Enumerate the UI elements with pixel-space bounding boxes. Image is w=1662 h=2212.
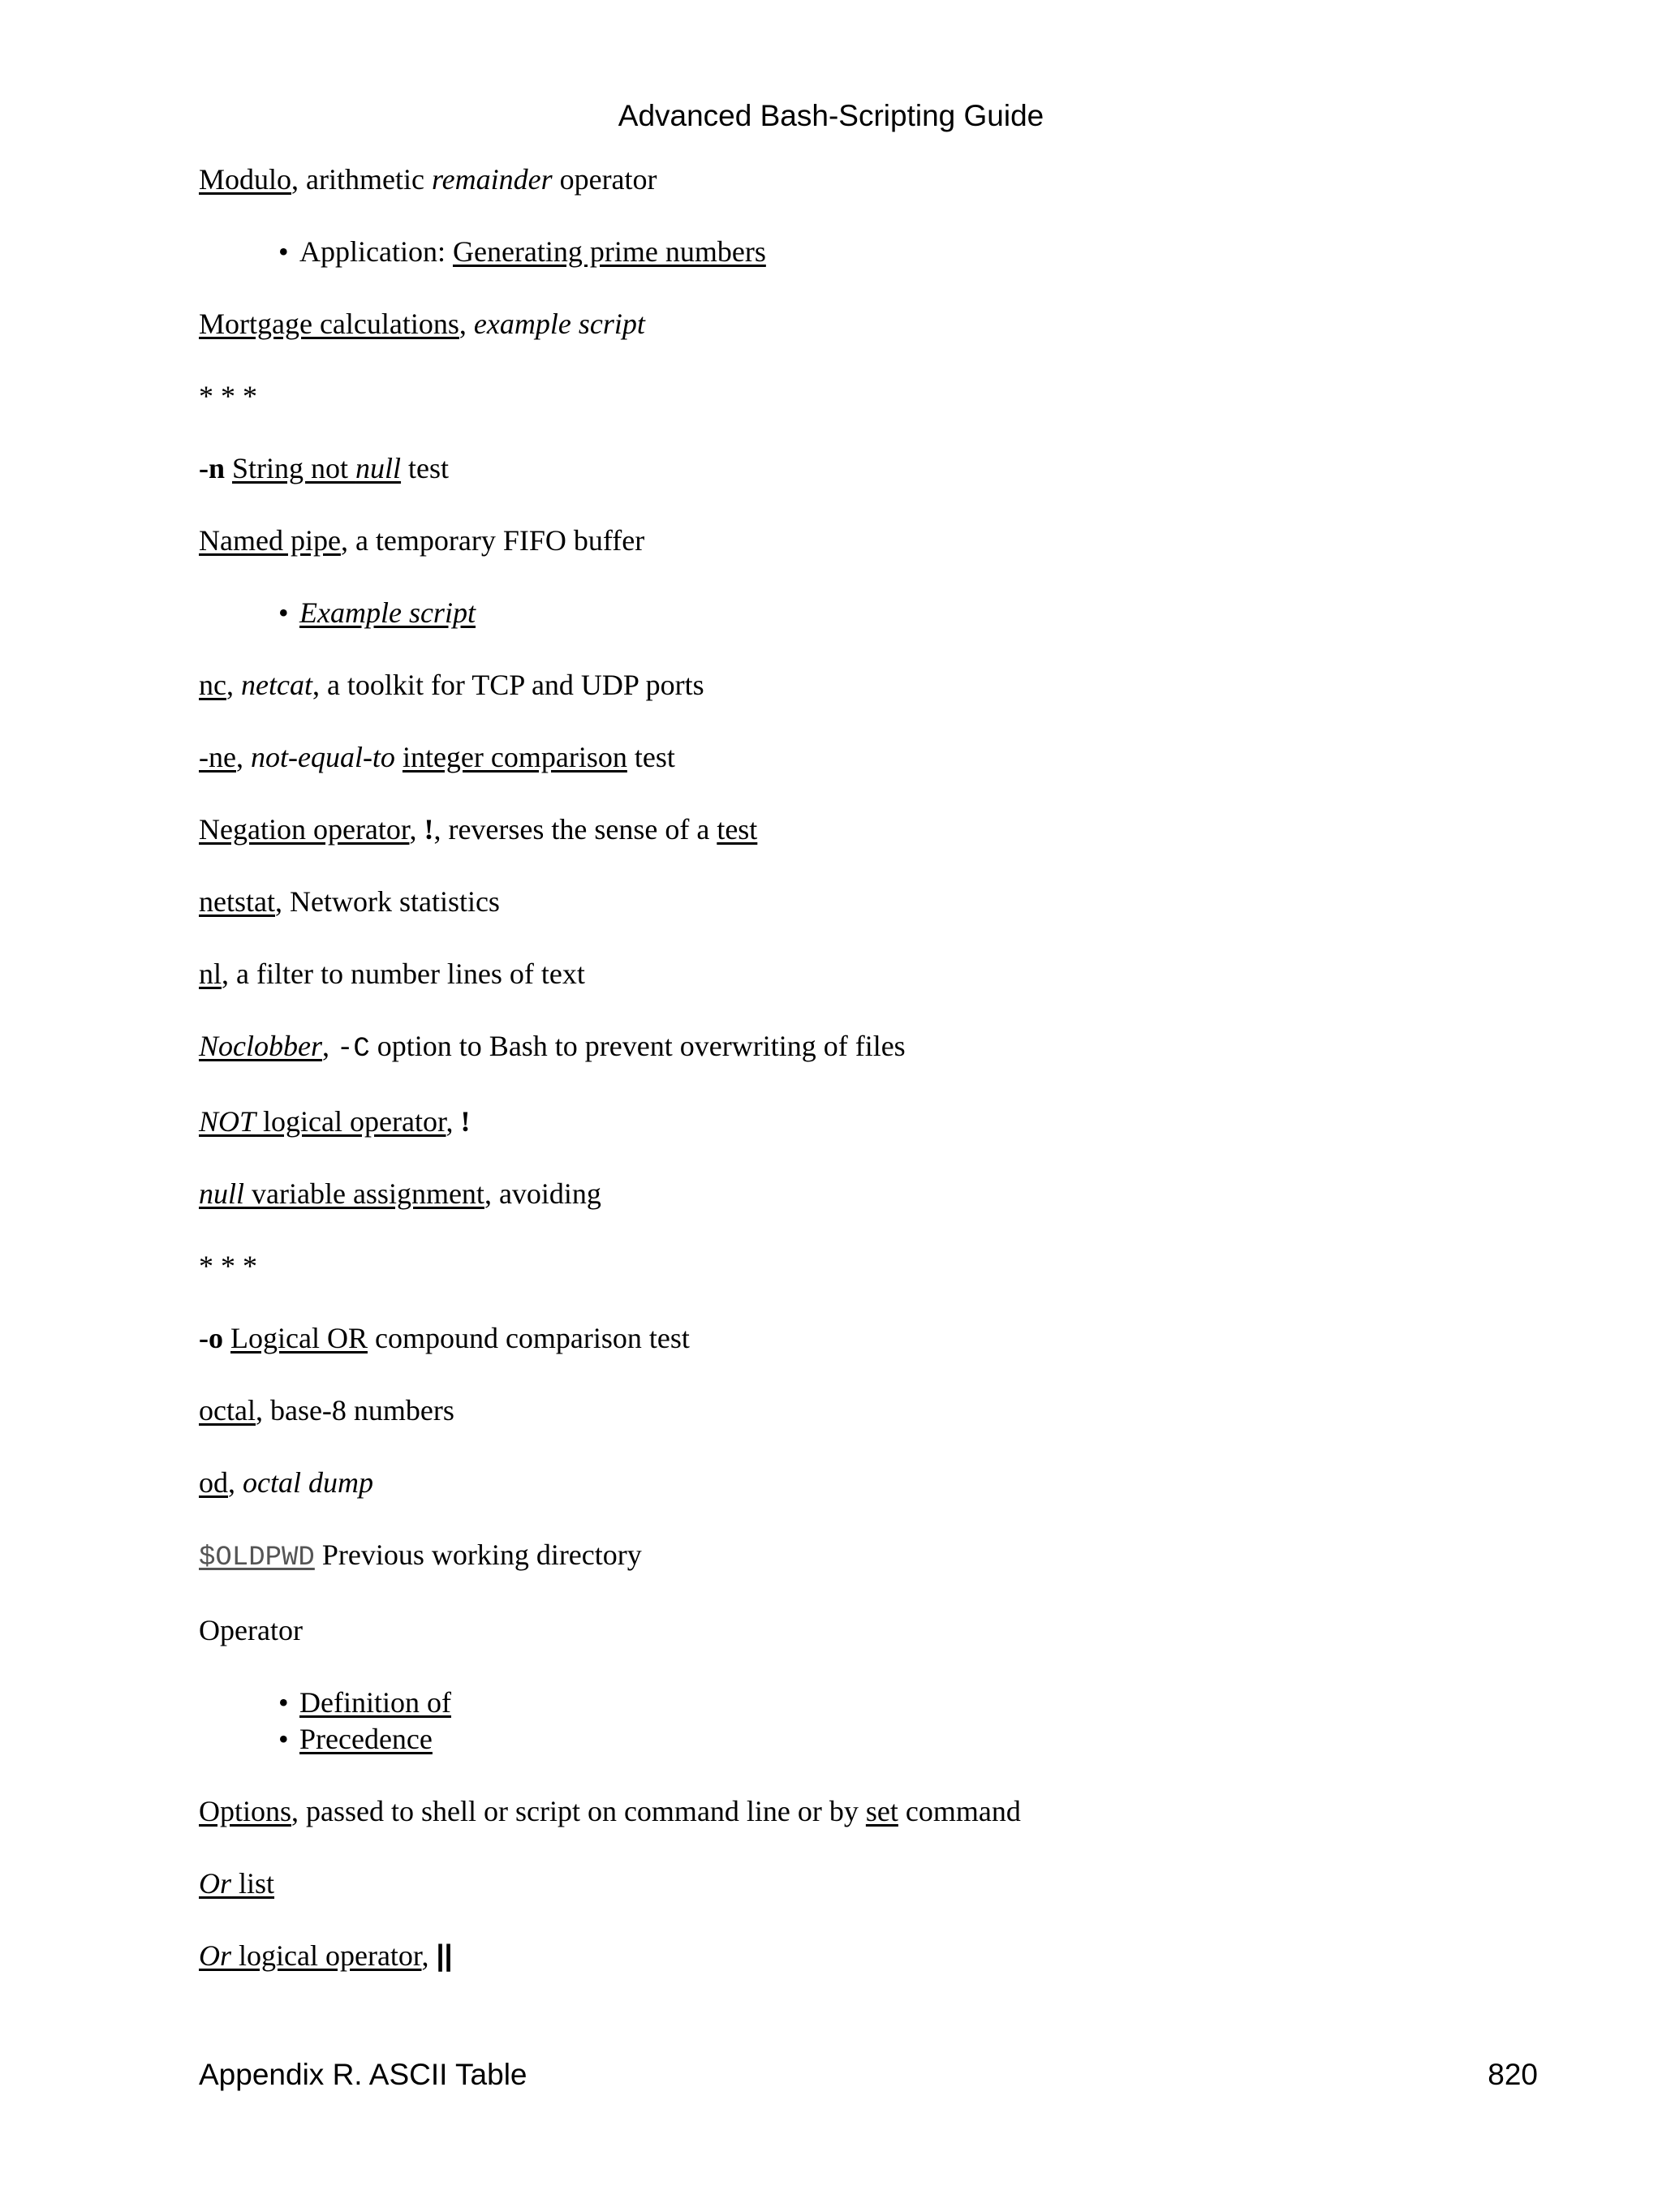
not-logical-operator-link[interactable] [199, 1105, 446, 1138]
text: , passed to shell or script on command line or by [291, 1795, 866, 1827]
text: octal dump [243, 1466, 373, 1499]
text: , [459, 308, 474, 340]
logical-or-link[interactable]: Logical OR [230, 1322, 368, 1354]
list-item [278, 1685, 1546, 1719]
netstat-link[interactable]: netstat [199, 885, 275, 918]
nc-link[interactable]: nc [199, 669, 226, 701]
ne-link[interactable]: -ne [199, 741, 236, 773]
index-entries [199, 162, 1546, 2011]
named-pipe-sub-list [199, 596, 1546, 630]
text: String not [232, 452, 356, 484]
text: netcat [240, 669, 312, 701]
entry-oldpwd [199, 1538, 1546, 1575]
text: null [355, 452, 402, 484]
text: -o [199, 1322, 223, 1354]
definition-of-link[interactable]: Definition of [299, 1686, 451, 1719]
mortgage-link[interactable]: Mortgage calculations [199, 308, 459, 340]
integer-comparison-link[interactable]: integer comparison [402, 741, 627, 773]
entry-o-test [199, 1321, 1546, 1355]
set-link[interactable]: set [865, 1795, 898, 1827]
text: logical operator [231, 1939, 422, 1972]
precedence-link[interactable]: Precedence [299, 1723, 433, 1755]
text: logical operator [256, 1105, 446, 1138]
text: , a filter to number lines of text [222, 958, 585, 990]
text: example script [473, 308, 645, 340]
text: variable assignment [244, 1177, 484, 1210]
footer-chapter: Appendix R. ASCII Table [199, 2058, 527, 2091]
bullet-icon: • [278, 1686, 289, 1719]
text: Application: [299, 235, 453, 268]
entry-octal [199, 1393, 1546, 1427]
modulo-sub-list [199, 235, 1546, 269]
bullet-icon: • [278, 235, 289, 268]
page-footer [199, 2058, 1538, 2092]
entry-negation [199, 812, 1546, 846]
text: , arithmetic [291, 163, 432, 196]
text: , avoiding [484, 1177, 601, 1210]
octal-link[interactable]: octal [199, 1394, 256, 1427]
text: test [401, 452, 450, 484]
test-link[interactable]: test [717, 813, 758, 846]
text: , base-8 numbers [255, 1394, 454, 1427]
entry-nl [199, 957, 1546, 991]
od-link[interactable]: od [199, 1466, 228, 1499]
list-item [278, 596, 1546, 630]
text: , [228, 1466, 243, 1499]
entry-named-pipe [199, 523, 1546, 557]
text: -C [336, 1034, 370, 1065]
list-item [278, 235, 1546, 269]
null-variable-assignment-link[interactable] [199, 1177, 484, 1210]
text: Previous working directory [314, 1539, 642, 1571]
entry-or-list [199, 1866, 1546, 1900]
text: option to Bash to prevent overwriting of files [369, 1030, 906, 1062]
text: , [446, 1105, 461, 1138]
entry-n-test [199, 451, 1546, 485]
text: , [321, 1030, 337, 1062]
text: test [626, 741, 675, 773]
entry-nc [199, 668, 1546, 702]
entry-netstat [199, 884, 1546, 919]
options-link[interactable]: Options [199, 1795, 292, 1827]
text: ! [460, 1105, 471, 1138]
page-number: 820 [1488, 2058, 1538, 2091]
list-item [278, 1722, 1546, 1756]
text: , [235, 741, 251, 773]
text: compound comparison test [367, 1322, 690, 1354]
text: Noclobber [199, 1030, 322, 1062]
oldpwd-link[interactable]: $OLDPWD [199, 1543, 315, 1573]
entry-noclobber [199, 1029, 1546, 1066]
nl-link[interactable]: nl [199, 958, 222, 990]
entry-not-operator [199, 1104, 1546, 1138]
entry-operator: Operator [199, 1614, 303, 1646]
page-header: Advanced Bash-Scripting Guide [618, 99, 1044, 132]
text: list [231, 1867, 275, 1900]
entry-modulo [199, 162, 1546, 196]
named-pipe-link[interactable]: Named pipe [199, 524, 341, 557]
noclobber-link[interactable] [199, 1030, 322, 1062]
entry-ne [199, 740, 1546, 774]
text: null [199, 1177, 245, 1210]
negation-operator-link[interactable]: Negation operator [199, 813, 410, 846]
section-separator: * * * [199, 1250, 257, 1282]
text: Or [199, 1867, 232, 1900]
entry-null-assignment [199, 1177, 1546, 1211]
text: || [436, 1939, 453, 1972]
text: Example script [299, 596, 476, 629]
or-logical-operator-link[interactable] [199, 1939, 421, 1972]
string-not-null-link[interactable] [232, 452, 401, 484]
text: NOT [199, 1105, 256, 1138]
entry-or-operator [199, 1939, 1546, 1973]
entry-od [199, 1465, 1546, 1500]
bullet-icon: • [278, 596, 289, 629]
text: , [226, 669, 241, 701]
text: , [409, 813, 424, 846]
text: , a toolkit for TCP and UDP ports [312, 669, 704, 701]
text: , reverses the sense of a [433, 813, 717, 846]
modulo-link[interactable]: Modulo [199, 163, 292, 196]
text: command [898, 1795, 1021, 1827]
text: -n [199, 452, 226, 484]
example-script-link[interactable] [299, 596, 476, 629]
entry-options [199, 1794, 1546, 1828]
entry-mortgage [199, 307, 1546, 341]
section-separator: * * * [199, 380, 257, 412]
text: , a temporary FIFO buffer [340, 524, 645, 557]
operator-sub-list [199, 1685, 1546, 1756]
text: Or [199, 1939, 232, 1972]
bullet-icon: • [278, 1723, 289, 1755]
text: , [421, 1939, 437, 1972]
text: remainder [431, 163, 553, 196]
prime-numbers-link[interactable]: Generating prime numbers [452, 235, 766, 268]
text: ! [424, 813, 434, 846]
text: operator [552, 163, 657, 196]
text: , Network statistics [274, 885, 500, 918]
text: not-equal-to [250, 741, 395, 773]
or-list-link[interactable] [199, 1867, 274, 1900]
